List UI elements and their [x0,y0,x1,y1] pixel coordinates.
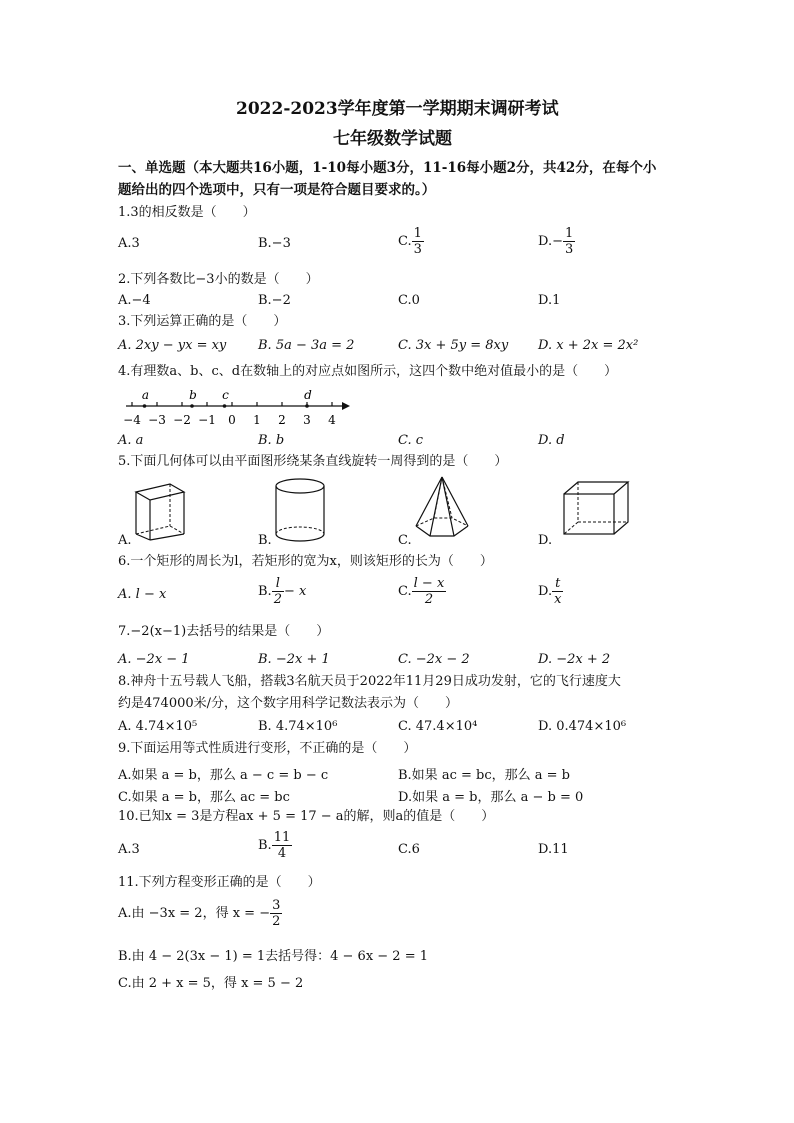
axis-tick-label: −4 [123,413,141,427]
q9-option-a: A.如果 a = b，那么 a − c = b − c [118,768,329,783]
axis-tick-label: 1 [253,413,261,427]
q6-option-b [258,576,306,607]
fraction [412,226,424,257]
axis-tick-label: 3 [303,413,311,427]
q3-option-c: C. 3x + 5y = 8xy [398,338,509,353]
q5-option-d: D. [538,533,553,548]
q10-option-c: C.6 [398,842,420,857]
number-line-figure [118,386,358,430]
denominator: 2 [424,592,434,607]
denominator: 3 [564,242,574,257]
question-4: 4.有理数a、b、c、d在数轴上的对应点如图所示，这四个数中绝对值最小的是（ ） [118,364,618,379]
fraction [270,898,282,929]
q11-option-a [118,898,282,929]
question-11: 11.下列方程变形正确的是（ ） [118,875,321,890]
q2-option-a: A.−4 [118,293,151,308]
point-label-d: d [304,388,312,402]
question-8: 8.神舟十五号载人飞船，搭载3名航天员于2022年11月29日成功发射，它的飞行速度大 [118,674,621,689]
q10-option-d: D.11 [538,842,569,857]
question-10: 10.已知x = 3是方程ax + 5 = 17 − a的解，则a的值是（ ） [118,809,495,824]
q7-option-b: B. −2x + 1 [258,652,330,667]
q6-option-d [538,576,563,607]
axis-tick-label: −1 [198,413,216,427]
fraction [272,576,284,607]
q3-option-a: A. 2xy − yx = xy [118,338,227,353]
q6-c-prefix: C. [398,584,412,599]
axis-tick-label: −3 [148,413,166,427]
question-1: 1.3的相反数是（ ） [118,205,256,220]
q6-b-suffix: − x [283,584,307,599]
q7-option-c: C. −2x − 2 [398,652,470,667]
q2-option-b: B.−2 [258,293,291,308]
q5-option-a: A. [118,533,132,548]
numerator: l − x [413,576,445,591]
point-label-a: a [141,388,150,402]
q1-option-b: B.−3 [258,236,291,251]
q7-option-a: A. −2x − 1 [118,652,190,667]
cube-figure [560,478,632,538]
section-heading: 一、单选题（本大题共16小题，1-10每小题3分，11-16每小题2分，共42分，在每个小 [118,160,657,176]
exam-title: 2022-2023学年度第一学期期末调研考试 [236,99,559,119]
question-7: 7.−2(x−1)去括号的结果是（ ） [118,624,330,639]
q6-b-prefix: B. [258,584,272,599]
q1-option-d [538,226,575,257]
numerator: 3 [272,898,281,913]
fraction [272,830,293,861]
q9-option-c: C.如果 a = b，那么 ac = bc [118,790,290,805]
fraction [412,576,447,607]
fraction [563,226,575,257]
q6-option-a: A. l − x [118,587,167,602]
axis-tick-label: 0 [228,413,236,427]
q3-option-b: B. 5a − 3a = 2 [258,338,355,353]
point-c [223,404,227,408]
q5-option-c: C. [398,533,412,548]
denominator: 4 [277,846,287,861]
denominator: 2 [273,592,282,607]
numerator: 1 [564,226,574,241]
q7-option-d: D. −2x + 2 [538,652,611,667]
q5-option-b: B. [258,533,272,548]
q8-option-d: D. 0.474×10⁶ [538,719,627,734]
exam-subtitle: 七年级数学试题 [333,129,452,149]
q3-option-d: D. x + 2x = 2x² [538,338,639,353]
question-9: 9.下面运用等式性质进行变形，不正确的是（ ） [118,741,417,756]
point-a [143,404,147,408]
fraction [552,576,563,607]
q2-option-d: D.1 [538,293,561,308]
q8-option-a: A. 4.74×10⁵ [118,719,198,734]
denominator: 3 [413,242,422,257]
axis-tick-label: −2 [173,413,191,427]
triangular-prism-figure [130,478,190,544]
numerator: t [552,576,563,592]
q11-option-c: C.由 2 + x = 5，得 x = 5 − 2 [118,976,304,991]
q11-a-prefix: A.由 −3x = 2，得 x = − [118,906,271,921]
numerator: l [272,576,284,592]
q4-option-c: C. c [398,433,424,448]
q2-option-c: C.0 [398,293,420,308]
question-6: 6.一个矩形的周长为l，若矩形的宽为x，则该矩形的长为（ ） [118,554,493,569]
q10-option-a: A.3 [118,842,140,857]
point-label-b: b [189,388,197,402]
q4-option-b: B. b [258,433,285,448]
question-8-cont: 约是474000米/分，这个数字用科学记数法表示为（ ） [118,696,459,711]
q1-option-a: A.3 [118,236,140,251]
question-2: 2.下列各数比−3小的数是（ ） [118,272,319,287]
hexagonal-pyramid-figure [412,474,472,542]
q8-option-c: C. 47.4×10⁴ [398,719,478,734]
point-label-c: c [222,388,229,402]
numerator: 1 [413,226,422,241]
q1-option-c [398,226,424,257]
denominator: 2 [272,914,281,929]
q9-option-b: B.如果 ac = bc，那么 a = b [398,768,570,783]
q11-option-b: B.由 4 − 2(3x − 1) = 1去括号得：4 − 6x − 2 = 1 [118,949,429,964]
q1-d-prefix: D.− [538,234,563,249]
question-5: 5.下面几何体可以由平面图形绕某条直线旋转一周得到的是（ ） [118,454,508,469]
denominator: x [554,592,562,607]
q4-option-a: A. a [118,433,144,448]
q4-option-d: D. d [538,433,565,448]
q10-b-prefix: B. [258,838,272,853]
cylinder-figure [272,476,328,546]
point-b [190,404,194,408]
q1-c-prefix: C. [398,234,412,249]
q10-option-b [258,830,292,861]
q9-option-d: D.如果 a = b，那么 a − b = 0 [398,790,584,805]
question-3: 3.下列运算正确的是（ ） [118,314,287,329]
point-d [305,404,309,408]
q6-d-prefix: D. [538,584,553,599]
q8-option-b: B. 4.74×10⁶ [258,719,338,734]
numerator: 11 [273,830,291,845]
q6-option-c [398,576,446,607]
axis-tick-label: 2 [278,413,286,427]
section-heading-cont: 题给出的四个选项中，只有一项是符合题目要求的。） [118,182,436,198]
axis-tick-label: 4 [328,413,336,427]
